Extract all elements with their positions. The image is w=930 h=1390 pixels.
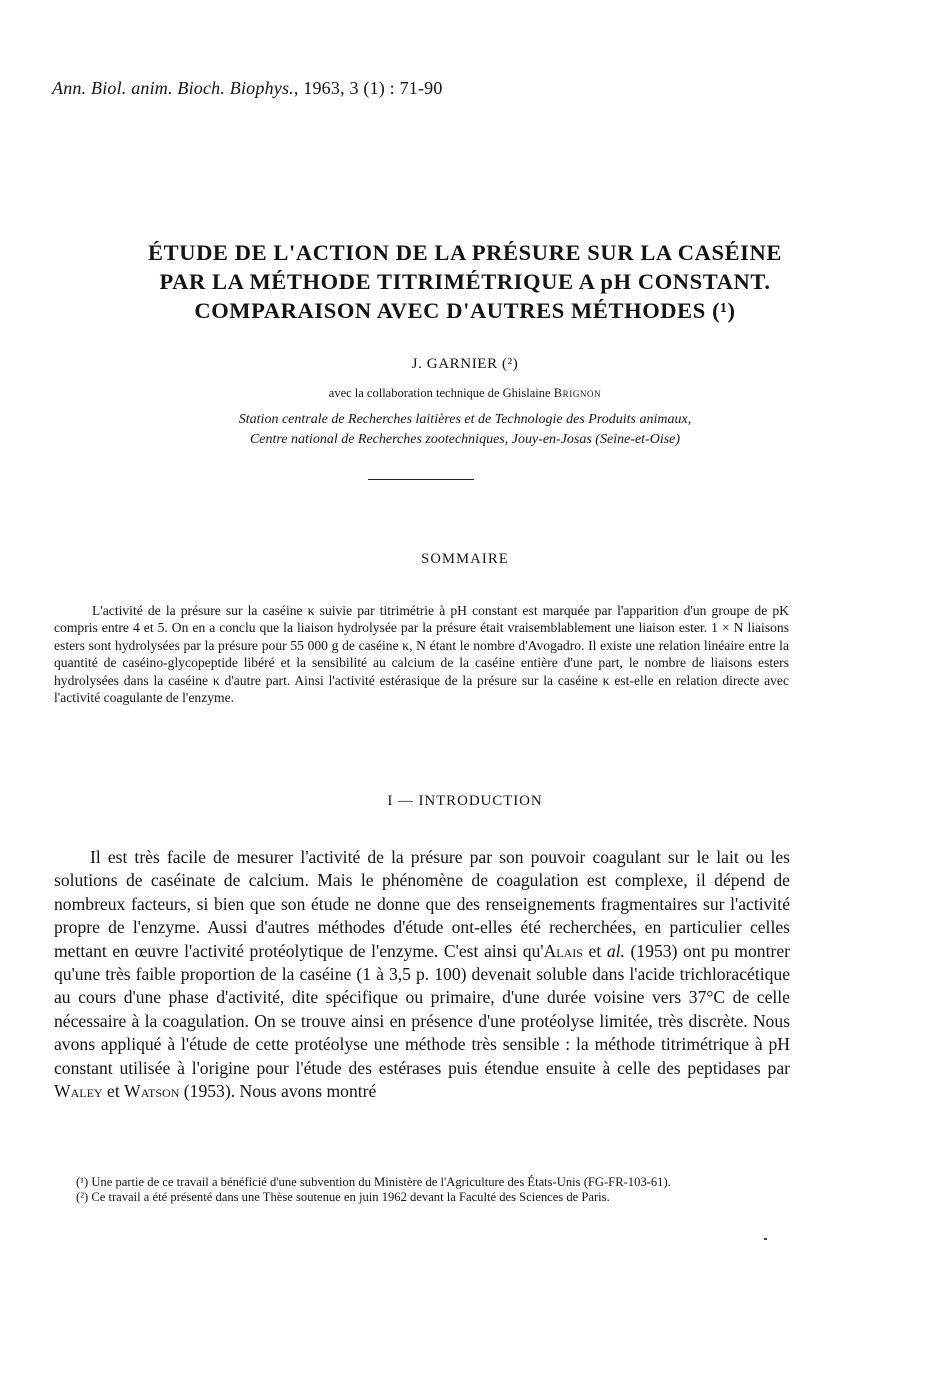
separator-rule [368, 479, 474, 480]
journal-name: Ann. Biol. anim. Bioch. Biophys. [52, 78, 294, 98]
affiliation-line-1: Station centrale de Recherches laitières et de Technologie des Produits animaux, [238, 412, 692, 427]
collaboration-line [0, 386, 930, 401]
affiliation-line-2: Centre national de Recherches zootechniques, Jouy-en-Josas (Seine-et-Oise) [249, 432, 681, 447]
collaborator-name: Brignon [553, 386, 602, 400]
sommaire-text: L'activité de la présure sur la caséine κ suivie par titrimétrie à pH constant est marquée par l'apparition d'un groupe de pK compris entre 4 et 5. On en a conclu que la liaison hydrolysée par la présure était vraisemblablement une liaison ester. 1 × N liaisons esters sont hydrolysées par la présure pour 55 000 g de caséine κ, N étant le nombre d'Avogadro. Il existe une relation linéaire entre la quantité de caséino-glycopeptide libéré et la sensibilité au calcium de la caséine entière d'une part, le nombre de liaisons esters hydrolysées dans la caséine κ d'autre part. Ainsi l'activité estérasique de la présure sur la caséine κ est-elle en relation directe avec l'activité coagulante de l'enzyme. [54, 603, 789, 706]
title-line-2: PAR LA MÉTHODE TITRIMÉTRIQUE A pH CONSTANT. [159, 269, 771, 294]
footnote-2 [54, 1190, 790, 1205]
collaboration-text: avec la collaboration technique de Ghislaine [328, 386, 554, 400]
footnote-2-text: Ce travail a été présenté dans une Thèse soutenue en juin 1962 devant la Faculté des Sciences de Paris. [88, 1189, 610, 1204]
author-ref-waley: Waley [54, 1081, 103, 1102]
author-ref-watson: Watson [124, 1081, 180, 1102]
journal-citation [52, 78, 443, 99]
title-line-1: ÉTUDE DE L'ACTION DE LA PRÉSURE SUR LA CASÉINE [148, 240, 782, 265]
intro-text-4: et [102, 1081, 125, 1102]
author-name: J. GARNIER (²) [411, 356, 519, 372]
intro-text-2: et [582, 940, 607, 961]
sommaire-heading: SOMMAIRE [421, 551, 509, 567]
intro-text-5: (1953). Nous avons montré [179, 1081, 377, 1102]
footnotes [54, 1175, 790, 1204]
introduction-paragraph [54, 846, 790, 1103]
author-ref-alais: Alais [543, 940, 583, 961]
et-al: al. [606, 940, 625, 961]
footnote-1-mark: (¹) [76, 1175, 89, 1189]
intro-text-1: Il est très facile de mesurer l'activité de la présure par son pouvoir coagulant sur le lait ou les solutions de caséinate de calcium. Mais le phénomène de coagulation est complexe, il dépend de nombreux facteurs, si bien que son étude ne donne que des renseignements fragmentaires sur l'activité propre de l'enzyme. Aussi d'autres méthodes d'étude ont-elles été recherchées, en particulier celles mettant en œuvre l'activité protéolytique de l'enzyme. C'est ainsi qu' [54, 847, 790, 961]
footnote-1-text: Une partie de ce travail a bénéficié d'une subvention du Ministère de l'Agriculture des États-Unis (FG-FR-103-61). [88, 1175, 671, 1189]
introduction-heading: I — INTRODUCTION [387, 793, 543, 809]
page-speck [764, 1238, 767, 1240]
citation-details: , 1963, 3 (1) : 71-90 [293, 78, 443, 98]
footnote-1 [54, 1175, 790, 1190]
article-title [40, 238, 890, 325]
affiliation [0, 410, 930, 450]
title-line-3: COMPARAISON AVEC D'AUTRES MÉTHODES (¹) [194, 298, 736, 323]
footnote-2-mark: (²) [76, 1189, 89, 1204]
intro-text-3: (1953) ont pu montrer qu'une très faible proportion de la caséine (1 à 3,5 p. 100) devenait soluble dans l'acide trichloracétique au cours d'une phase d'activité, dite spécifique ou primaire, d'une durée voisine vers 37°C de celle nécessaire à la coagulation. On se trouve ainsi en présence d'une protéolyse limitée, très discrète. Nous avons appliqué à l'étude de cette protéolyse une méthode très sensible : la méthode titrimétrique à pH constant utilisée à l'origine pour l'étude des estérases puis étendue ensuite à celle des peptidases par [54, 940, 790, 1078]
